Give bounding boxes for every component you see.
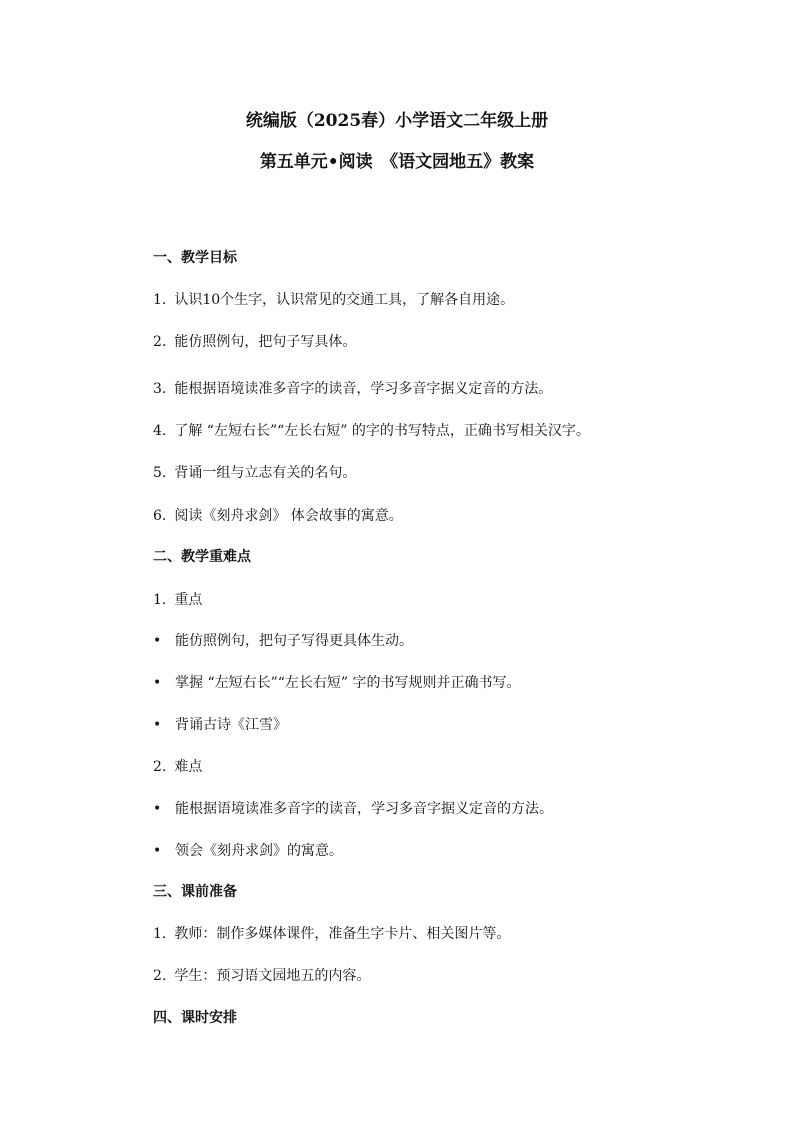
- list-item: [153, 331, 356, 351]
- item-text: 认识10个生字，认识常见的交通工具，了解各自用途。: [174, 292, 515, 308]
- section-heading-preparation: 三、课前准备: [153, 884, 237, 900]
- bullet-item: [153, 630, 413, 650]
- item-text: 背诵古诗《江雪》: [175, 717, 287, 733]
- item-number: 4.: [153, 423, 167, 439]
- item-text: 能仿照例句，把句子写得更具体生动。: [175, 633, 413, 649]
- item-number: 5.: [153, 465, 167, 481]
- section-heading-schedule: 四、课时安排: [153, 1010, 237, 1026]
- bullet-icon: •: [153, 843, 162, 859]
- item-text: 了解 “左短右长”“左长右短” 的字的书写特点，正确书写相关汉字。: [174, 423, 590, 439]
- item-text: 能根据语境读准多音字的读音，学习多音字据义定音的方法。: [175, 801, 553, 817]
- item-number: 2.: [153, 334, 167, 350]
- list-item: [153, 756, 202, 776]
- item-text: 领会《刻舟求剑》的寓意。: [175, 843, 343, 859]
- item-text: 掌握 “左短右长”“左长右短” 字的书写规则并正确书写。: [175, 675, 521, 691]
- bullet-icon: •: [153, 675, 162, 691]
- list-item: [153, 505, 403, 525]
- list-item: [153, 378, 552, 398]
- bullet-icon: •: [153, 801, 162, 817]
- list-item: [153, 965, 370, 985]
- item-text: 能根据语境读准多音字的读音，学习多音字据义定音的方法。: [174, 381, 553, 397]
- item-text: 阅读《刻舟求剑》 体会故事的寓意。: [174, 508, 403, 524]
- section-heading-objectives: 一、教学目标: [153, 250, 237, 266]
- bullet-item: [153, 672, 521, 692]
- item-number: 1.: [153, 292, 167, 308]
- section-heading-key-points: 二、教学重难点: [153, 549, 251, 565]
- list-item: [153, 462, 356, 482]
- bullet-item: [153, 714, 287, 734]
- item-text: 能仿照例句，把句子写具体。: [174, 334, 357, 350]
- item-text: 学生：预习语文园地五的内容。: [174, 968, 371, 984]
- item-text: 教师：制作多媒体课件，准备生字卡片、相关图片等。: [174, 926, 511, 942]
- item-number: 2.: [153, 759, 167, 775]
- list-item: [153, 289, 514, 309]
- item-text: 背诵一组与立志有关的名句。: [174, 465, 357, 481]
- item-number: 2.: [153, 968, 167, 984]
- item-number: 1.: [153, 926, 167, 942]
- item-number: 6.: [153, 508, 167, 524]
- item-number: 1.: [153, 592, 167, 608]
- list-item: [153, 923, 510, 943]
- document-subtitle: 第五单元•阅读 《语文园地五》教案: [259, 152, 535, 172]
- document-title: 统编版（2025春）小学语文二年级上册: [245, 111, 549, 131]
- list-item: [153, 420, 590, 440]
- item-text: 难点: [174, 759, 203, 775]
- bullet-icon: •: [153, 717, 162, 733]
- bullet-icon: •: [153, 633, 162, 649]
- item-number: 3.: [153, 381, 167, 397]
- list-item: [153, 589, 202, 609]
- bullet-item: [153, 798, 553, 818]
- item-text: 重点: [174, 592, 203, 608]
- bullet-item: [153, 840, 343, 860]
